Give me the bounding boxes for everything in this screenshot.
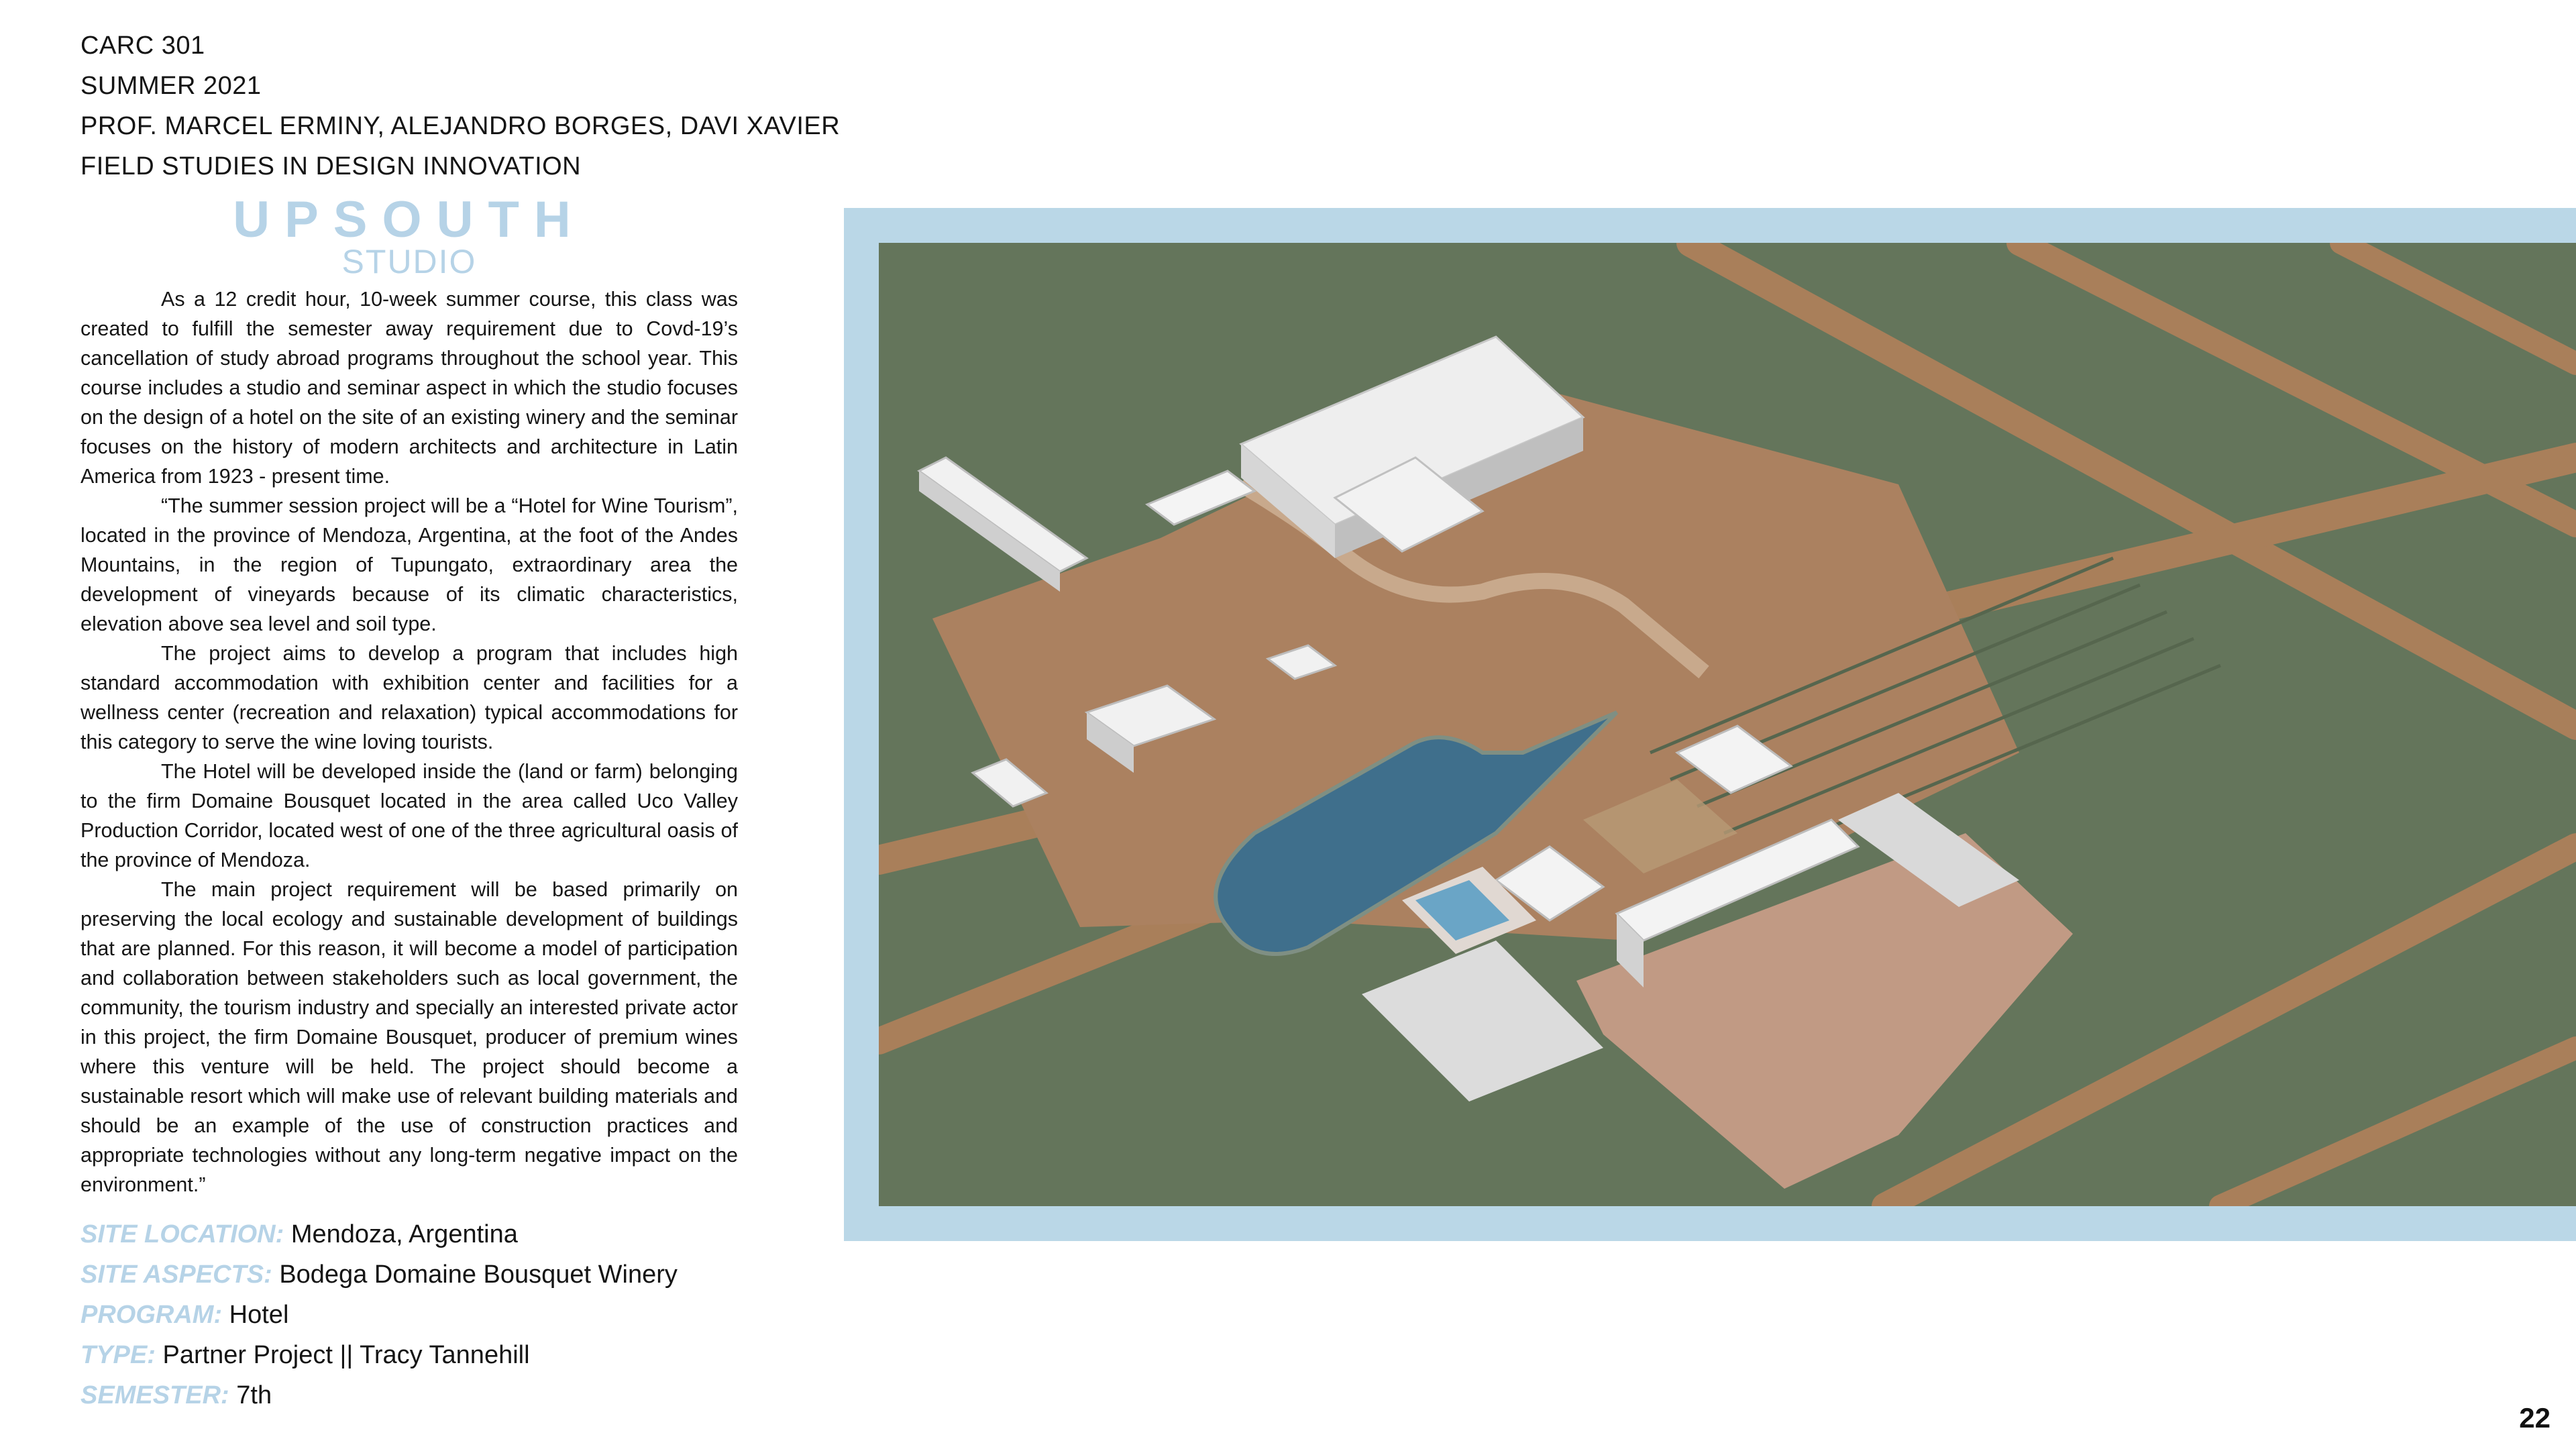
studio-title: UPSOUTH [233,191,586,248]
project-facts [80,1214,678,1415]
fact-program [80,1295,678,1335]
fact-site-location [80,1214,678,1254]
site-render-frame [844,208,2576,1241]
project-description [80,284,738,1199]
fact-label: PROGRAM: [80,1301,223,1329]
description-paragraph: As a 12 credit hour, 10-week summer course, this class was created to fulfill the semester away requirement due to Covd-19’s cancellation of study abroad programs throughout the school year. This course includes a studio and seminar aspect in which the studio focuses on the design of a hotel on the site of an existing winery and the seminar focuses on the history of modern architects and architecture in Latin America from 1923 - present time. [80,288,738,488]
course-term: SUMMER 2021 [80,72,262,100]
fact-semester [80,1375,678,1415]
description-paragraph: The main project requirement will be based primarily on preserving the local ecology and sustainable development of buildings that are planned. For this reason, it will become a model of participation and collaboration between stakeholders such as local government, the community, the tourism industry and specially an interested private actor in this project, the firm Domaine Bousquet, producer of premium wines where this venture will be held. The project should become a sustainable resort which will make use of relevant building materials and should be an example of the use of construction practices and appropriate technologies without any long-term negative impact on the environment.” [80,878,738,1196]
course-code: CARC 301 [80,32,205,60]
description-paragraph: The Hotel will be developed inside the (land or farm) belonging to the firm Domaine Bousquet located in the area called Uco Valley Production Corridor, located west of one of the three agricultural oasis of the province of Mendoza. [80,760,738,871]
fact-value: Hotel [229,1301,289,1329]
course-professors: PROF. MARCEL ERMINY, ALEJANDRO BORGES, DAVI XAVIER [80,112,841,140]
fact-value: 7th [236,1381,272,1409]
fact-label: SITE ASPECTS: [80,1260,272,1289]
fact-site-aspects [80,1254,678,1295]
fact-label: TYPE: [80,1341,156,1369]
fact-value: Partner Project || Tracy Tannehill [162,1341,530,1369]
course-header [80,25,840,186]
fact-type [80,1335,678,1375]
description-paragraph: The project aims to develop a program that includes high standard accommodation with exhibition center and facilities for a wellness center (recreation and relaxation) typical accommodations for this category to serve the wine loving tourists. [80,642,738,753]
studio-subtitle: STUDIO [341,243,477,280]
fact-label: SEMESTER: [80,1381,229,1409]
fact-value: Bodega Domaine Bousquet Winery [279,1260,678,1289]
description-paragraph: “The summer session project will be a “Hotel for Wine Tourism”, located in the province of Mendoza, Argentina, at the foot of the Andes Mountains, in the region of Tupungato, extraordinary area the development of vineyards because of its climatic characteristics, elevation above sea level and soil type. [80,494,738,635]
fact-value: Mendoza, Argentina [290,1220,518,1248]
page-number: 22 [2519,1402,2551,1434]
site-render-image [879,243,2576,1206]
fact-label: SITE LOCATION: [80,1220,284,1248]
course-name: FIELD STUDIES IN DESIGN INNOVATION [80,152,582,180]
